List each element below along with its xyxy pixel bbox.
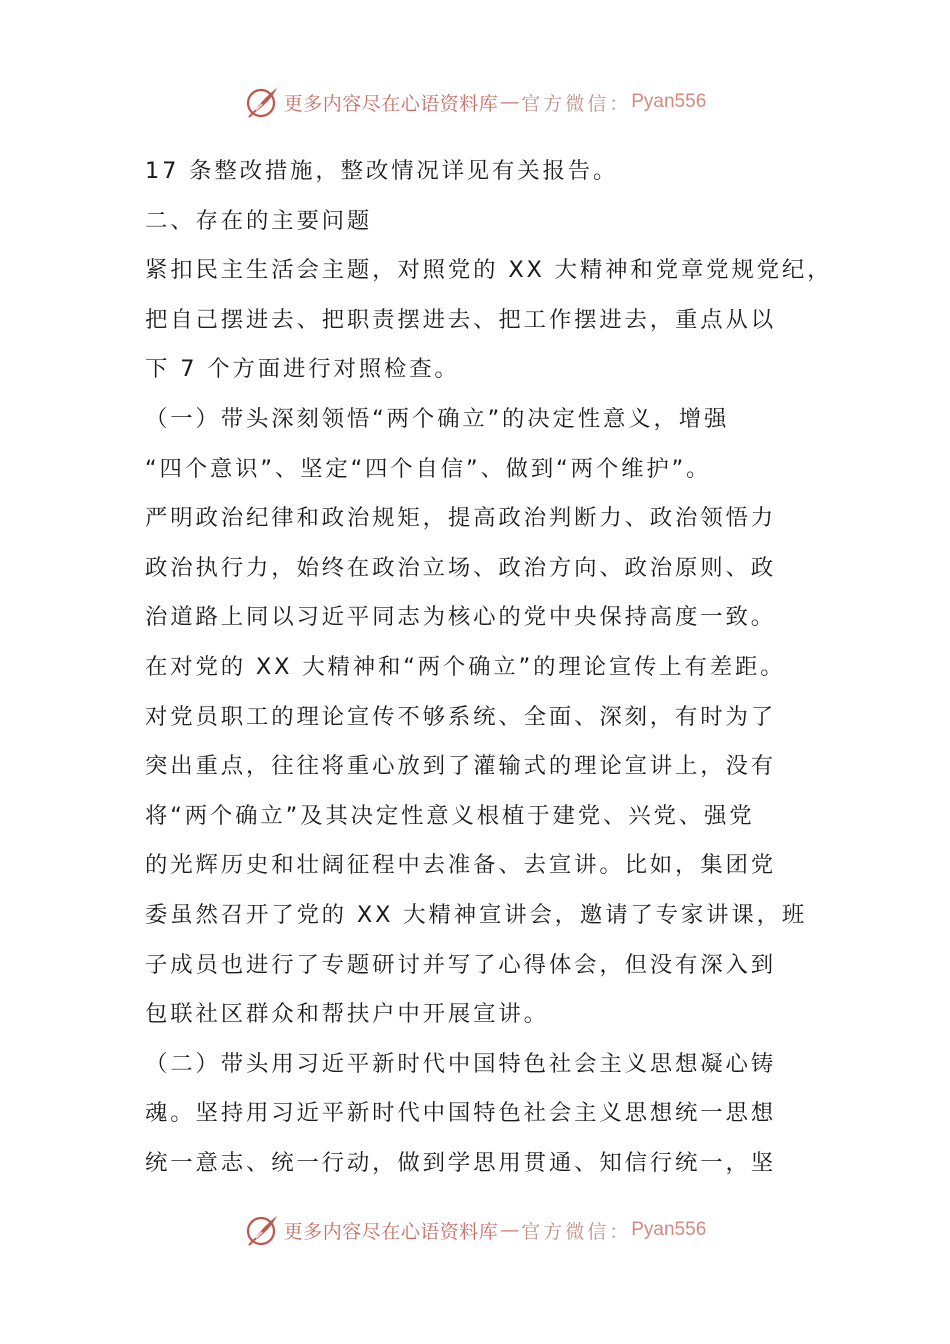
body-line: 突出重点，往往将重心放到了灌输式的理论宣讲上，没有 — [145, 753, 777, 780]
subsection-heading: （一）带头深刻领悟“两个确立”的决定性意义，增强 — [145, 405, 730, 432]
header-dash: — — [500, 91, 520, 113]
body-line: 魂。坚持用习近平新时代中国特色社会主义思想统一思想 — [145, 1100, 777, 1127]
header-official-label: 官方微信： — [521, 92, 632, 115]
body-line: 将“两个确立”及其决定性意义根植于建党、兴党、强党 — [145, 802, 755, 829]
footer-brand-text: 更多内容尽在心语资料库 — [283, 1220, 499, 1243]
body-line: 下 7 个方面进行对照检查。 — [145, 356, 460, 383]
document-body — [145, 147, 833, 1188]
body-line: “四个意识”、坚定“四个自信”、做到“两个维护”。 — [145, 455, 712, 482]
section-heading: 二、存在的主要问题 — [145, 207, 373, 234]
quill-pen-logo-icon — [244, 1212, 280, 1248]
body-line: 紧扣民主生活会主题，对照党的 XX 大精神和党章党规党纪， — [145, 257, 833, 284]
quill-pen-logo-icon — [244, 84, 280, 120]
body-line: 对党员职工的理论宣传不够系统、全面、深刻，有时为了 — [145, 703, 777, 730]
footer-wechat-id: Pyan556 — [631, 1219, 707, 1240]
footer-dash: — — [500, 1219, 520, 1241]
header-brand-text: 更多内容尽在心语资料库 — [283, 92, 499, 115]
body-line: 17 条整改措施，整改情况详见有关报告。 — [145, 158, 619, 184]
subsection-heading: （二）带头用习近平新时代中国特色社会主义思想凝心铸 — [145, 1050, 777, 1077]
body-line: 政治执行力，始终在政治立场、政治方向、政治原则、政 — [145, 554, 777, 581]
header-wechat-id: Pyan556 — [631, 91, 707, 112]
body-line: 严明政治纪律和政治规矩，提高政治判断力、政治领悟力 — [145, 505, 777, 532]
footer-official-label: 官方微信： — [521, 1220, 632, 1243]
body-line: 治道路上同以习近平同志为核心的党中央保持高度一致。 — [145, 604, 777, 631]
header-banner — [0, 82, 950, 122]
body-line: 的光辉历史和壮阔征程中去准备、去宣讲。比如，集团党 — [145, 852, 777, 879]
footer-banner — [0, 1210, 950, 1250]
body-line: 把自己摆进去、把职责摆进去、把工作摆进去，重点从以 — [145, 306, 777, 333]
body-line: 委虽然召开了党的 XX 大精神宣讲会，邀请了专家讲课，班 — [145, 901, 808, 928]
body-line: 子成员也进行了专题研讨并写了心得体会，但没有深入到 — [145, 951, 777, 978]
body-line: 在对党的 XX 大精神和“两个确立”的理论宣传上有差距。 — [145, 653, 786, 680]
body-line: 包联社区群众和帮扶户中开展宣讲。 — [145, 1001, 549, 1028]
body-line: 统一意志、统一行动，做到学思用贯通、知信行统一，坚 — [145, 1149, 777, 1176]
